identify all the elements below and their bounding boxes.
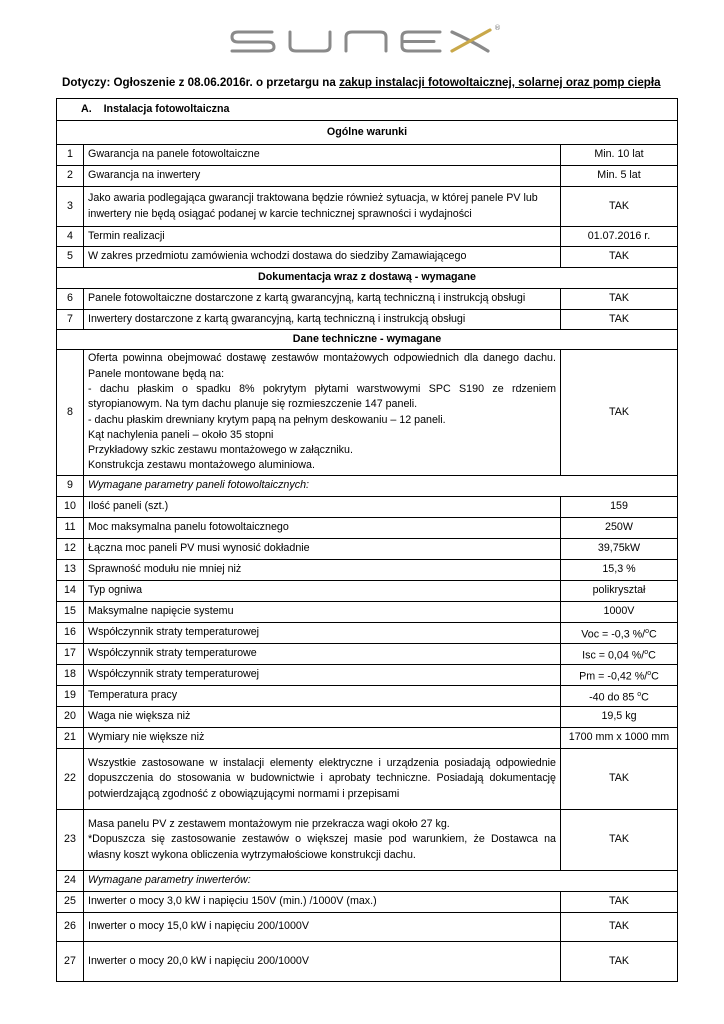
- sunex-logo: [228, 22, 504, 54]
- row-description: [84, 350, 561, 476]
- row-number: 22: [57, 749, 84, 810]
- row-value: Voc = -0,3 %/$^o$C: [560, 623, 677, 644]
- row-description: Moc maksymalna panelu fotowoltaicznego: [84, 518, 561, 539]
- row-number: 6: [57, 289, 84, 310]
- table-row: [57, 166, 678, 187]
- weight-line: *Dopuszcza się zastosowanie zestawów o większej masie pod warunkiem, że Dostawca na własny koszt wykona obliczenia wytrzymałościowe konstrukcji dachu.: [88, 833, 556, 861]
- row-number: 15: [57, 602, 84, 623]
- row-number: 4: [57, 227, 84, 247]
- row-number: 20: [57, 707, 84, 728]
- row-description: Współczynnik straty temperaturowej: [84, 623, 561, 644]
- row-value: TAK: [560, 350, 677, 476]
- mounting-line: Konstrukcja zestawu montażowego aluminiowa.: [88, 459, 315, 472]
- row-number: 7: [57, 310, 84, 330]
- table-row: [57, 310, 678, 330]
- section-general-row: [57, 121, 678, 145]
- heading-prefix: Dotyczy: Ogłoszenie z 08.06.2016r. o przetargu na: [62, 76, 340, 89]
- row-number: 8: [57, 350, 84, 476]
- row-value: 250W: [560, 518, 677, 539]
- section-a-title: A. Instalacja fotowoltaiczna: [57, 99, 678, 121]
- row-description: W zakres przedmiotu zamówienia wchodzi dostawa do siedziby Zamawiającego: [84, 247, 561, 268]
- row-description: Inwertery dostarczone z kartą gwarancyjną, kartą techniczną i instrukcją obsługi: [84, 310, 561, 330]
- row-value: TAK: [560, 187, 677, 227]
- row-description: Wymiary nie większe niż: [84, 728, 561, 749]
- heading-subject: zakup instalacji fotowoltaicznej, solarnej oraz pomp ciepła: [339, 76, 661, 89]
- table-row: [57, 707, 678, 728]
- table-row: [57, 145, 678, 166]
- row-number: 18: [57, 665, 84, 686]
- row-value: Pm = -0,42 %/$^o$C: [560, 665, 677, 686]
- weight-line: Masa panelu PV z zestawem montażowym nie przekracza wagi około 27 kg.: [88, 818, 450, 831]
- mounting-line: - dachu płaskim o spadku 8% pokrytym płytami warstwowymi SPC S190 ze rdzeniem styropianowym. Na tym dachu planuje się rozmieszczenie 147 paneli.: [88, 382, 556, 411]
- row-description: Gwarancja na inwertery: [84, 166, 561, 187]
- table-row: [57, 644, 678, 665]
- table-row: [57, 602, 678, 623]
- row-number: 10: [57, 497, 84, 518]
- row-number: 2: [57, 166, 84, 187]
- row-value: TAK: [560, 942, 677, 982]
- row-number: 16: [57, 623, 84, 644]
- row-description: Inwerter o mocy 20,0 kW i napięciu 200/1000V: [84, 942, 561, 982]
- row-description: [84, 810, 561, 871]
- table-row: [57, 892, 678, 913]
- table-row: [57, 810, 678, 871]
- section-general-title: Ogólne warunki: [57, 121, 678, 145]
- section-technical-row: [57, 330, 678, 350]
- row-value: 01.07.2016 r.: [560, 227, 677, 247]
- section-documentation-title: Dokumentacja wraz z dostawą - wymagane: [57, 268, 678, 289]
- row-value: Min. 10 lat: [560, 145, 677, 166]
- row-description: Łączna moc paneli PV musi wynosić dokładnie: [84, 539, 561, 560]
- row-description: Typ ogniwa: [84, 581, 561, 602]
- row-description: Maksymalne napięcie systemu: [84, 602, 561, 623]
- row-number: 23: [57, 810, 84, 871]
- row-number: 25: [57, 892, 84, 913]
- row-value: TAK: [560, 310, 677, 330]
- table-row: [57, 560, 678, 581]
- table-row: [57, 518, 678, 539]
- row-number: 5: [57, 247, 84, 268]
- table-row: [57, 539, 678, 560]
- row-value: Min. 5 lat: [560, 166, 677, 187]
- table-row: [57, 728, 678, 749]
- row-value: 1700 mm x 1000 mm: [560, 728, 677, 749]
- row-value: 1000V: [560, 602, 677, 623]
- table-row: [57, 187, 678, 227]
- row-description: Termin realizacji: [84, 227, 561, 247]
- row-description: Jako awaria podlegająca gwarancji traktowana będzie również sytuacja, w której panele PV lub inwertery nie będą osiągać podanej w karcie technicznej sprawności i wydajności: [84, 187, 561, 227]
- table-row: [57, 350, 678, 476]
- row-description: Inwerter o mocy 3,0 kW i napięciu 150V (min.) /1000V (max.): [84, 892, 561, 913]
- table-row: [57, 871, 678, 892]
- table-row: [57, 476, 678, 497]
- row-number: 14: [57, 581, 84, 602]
- row-description: Współczynnik straty temperaturowej: [84, 665, 561, 686]
- row-value: TAK: [560, 289, 677, 310]
- row-description: Wszystkie zastosowane w instalacji elementy elektryczne i urządzenia posiadają odpowiednie dopuszczenia do stosowania w budownictwie i aprobaty techniczne. Posiadają dokumentację potwierdzającą zgodność z obowiązującymi normami i przepisami: [84, 749, 561, 810]
- row-description: Sprawność modułu nie mniej niż: [84, 560, 561, 581]
- mounting-line: Oferta powinna obejmować dostawę zestawów montażowych odpowiednich dla danego dachu. Panele montowane będą na:: [88, 352, 556, 380]
- table-row: [57, 497, 678, 518]
- mounting-line: Kąt nachylenia paneli – około 35 stopni: [88, 428, 274, 441]
- table-row: [57, 749, 678, 810]
- row-value: TAK: [560, 913, 677, 942]
- section-a-row: [57, 99, 678, 121]
- table-row: [57, 289, 678, 310]
- subsection-title: Wymagane parametry inwerterów:: [84, 871, 678, 892]
- mounting-line: - dachu płaskim drewniany krytym papą na pełnym deskowaniu – 12 paneli.: [88, 413, 446, 426]
- row-number: 26: [57, 913, 84, 942]
- table-row: [57, 247, 678, 268]
- row-value: 159: [560, 497, 677, 518]
- table-row: [57, 581, 678, 602]
- table-row: [57, 227, 678, 247]
- table-row: [57, 623, 678, 644]
- row-number: 9: [57, 476, 84, 497]
- row-value: 39,75kW: [560, 539, 677, 560]
- table-row: [57, 913, 678, 942]
- row-description: Temperatura pracy: [84, 686, 561, 707]
- table-row: [57, 942, 678, 982]
- row-value: 15,3 %: [560, 560, 677, 581]
- row-number: 21: [57, 728, 84, 749]
- row-description: Panele fotowoltaiczne dostarczone z kartą gwarancyjną, kartą techniczną i instrukcją obsługi: [84, 289, 561, 310]
- row-number: 17: [57, 644, 84, 665]
- row-description: Współczynnik straty temperaturowe: [84, 644, 561, 665]
- table-row: [57, 686, 678, 707]
- row-value: polikryształ: [560, 581, 677, 602]
- row-value: TAK: [560, 892, 677, 913]
- row-description: Ilość paneli (szt.): [84, 497, 561, 518]
- subsection-title: Wymagane parametry paneli fotowoltaicznych:: [84, 476, 678, 497]
- row-value: 19,5 kg: [560, 707, 677, 728]
- row-number: 3: [57, 187, 84, 227]
- row-description: Inwerter o mocy 15,0 kW i napięciu 200/1000V: [84, 913, 561, 942]
- row-number: 19: [57, 686, 84, 707]
- row-value: TAK: [560, 749, 677, 810]
- row-value: TAK: [560, 247, 677, 268]
- row-description: Gwarancja na panele fotowoltaiczne: [84, 145, 561, 166]
- section-technical-title: Dane techniczne - wymagane: [57, 330, 678, 350]
- row-value: -40 do 85 $^o$C: [560, 686, 677, 707]
- registered-mark: ®: [494, 24, 501, 32]
- row-number: 27: [57, 942, 84, 982]
- row-number: 12: [57, 539, 84, 560]
- specification-table: [56, 98, 678, 982]
- row-number: 11: [57, 518, 84, 539]
- row-description: Waga nie większa niż: [84, 707, 561, 728]
- row-number: 24: [57, 871, 84, 892]
- row-number: 1: [57, 145, 84, 166]
- mounting-line: Przykładowy szkic zestawu montażowego w załączniku.: [88, 444, 353, 457]
- row-value: Isc = 0,04 %/$^o$C: [560, 644, 677, 665]
- section-documentation-row: [57, 268, 678, 289]
- row-value: TAK: [560, 810, 677, 871]
- table-row: [57, 665, 678, 686]
- row-number: 13: [57, 560, 84, 581]
- document-heading: [62, 76, 682, 89]
